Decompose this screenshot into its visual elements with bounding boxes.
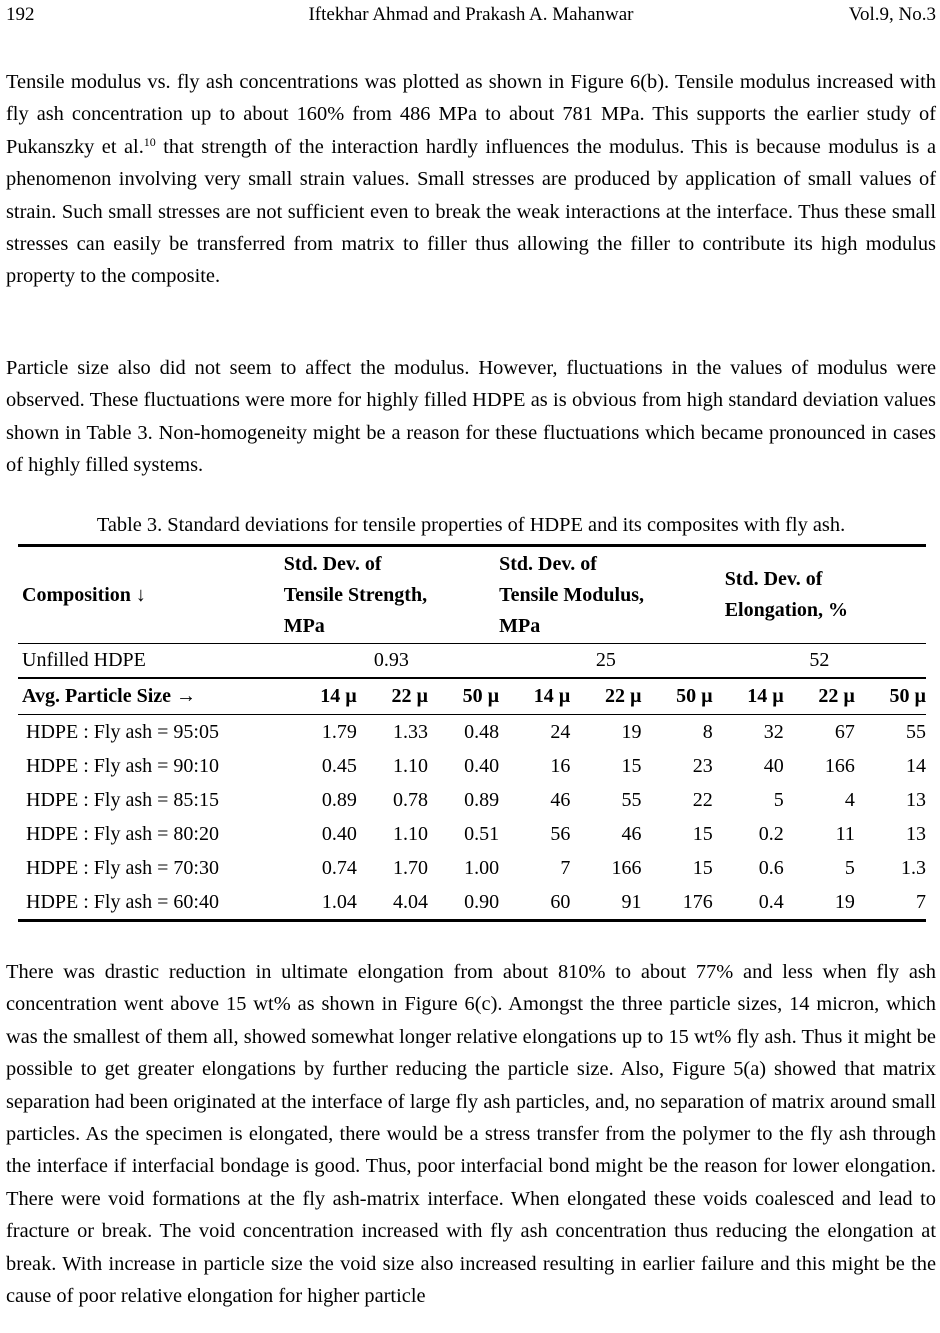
- size-cell: 50 µ: [428, 678, 499, 715]
- table-cell: 13: [906, 822, 926, 845]
- table-row: [18, 885, 926, 921]
- table-cell: 0.48: [464, 720, 500, 743]
- table-cell: 40: [763, 754, 784, 777]
- size-cell: 50 µ: [642, 678, 713, 715]
- table-cell: 46: [621, 822, 642, 845]
- header-authors: Iftekhar Ahmad and Prakash A. Mahanwar: [308, 4, 634, 25]
- table-cell: 1.10: [392, 822, 428, 845]
- table-cell: 0.6: [758, 856, 784, 879]
- table-cell: 1.3: [901, 856, 926, 879]
- paragraph-1-text-cont: that strength of the interaction hardly influences the modulus. This is because modulus is a phenomenon involving very small strain values. Small stresses are produced by application of small values of strain. Such small stresses are not sufficient even to break the weak interactions at the interface. Thus these small stresses can easily be transferred from matrix to filler thus allowing the filler to contribute its high modulus property to the composite.: [6, 135, 937, 288]
- table-row: [18, 749, 926, 783]
- unfilled-strength: 0.93: [284, 644, 499, 679]
- paragraph-tensile-modulus: [6, 66, 936, 293]
- table-cell: 19: [621, 720, 642, 743]
- table-row: [18, 851, 926, 885]
- table-cell: 8: [702, 720, 713, 743]
- table-row: [18, 715, 926, 750]
- running-header: [6, 4, 936, 26]
- table-cell: 1.33: [392, 720, 428, 743]
- table-cell: 176: [642, 885, 713, 921]
- table-cell: 16: [550, 754, 571, 777]
- table-cell: 15: [692, 856, 713, 879]
- table-cell: 0.89: [321, 788, 357, 811]
- table-cell: 5: [844, 856, 855, 879]
- table-cell: 0.74: [321, 856, 357, 879]
- size-cell: 50 µ: [855, 678, 926, 715]
- table-cell: 46: [550, 788, 571, 811]
- table-cell: 0.89: [464, 788, 500, 811]
- table-cell: 13: [906, 788, 926, 811]
- table-cell: 91: [570, 885, 641, 921]
- table-cell: 0.51: [464, 822, 500, 845]
- table-cell: 0.78: [392, 788, 428, 811]
- table-header-row: [18, 546, 926, 644]
- size-cell: 14 µ: [713, 678, 784, 715]
- table-cell: 15: [692, 822, 713, 845]
- table-body: [18, 715, 926, 921]
- table-cell: 4.04: [357, 885, 428, 921]
- page-number: 192: [6, 4, 35, 25]
- table-cell: 60: [499, 885, 570, 921]
- row-label: HDPE : Fly ash = 70:30: [26, 856, 219, 879]
- table-cell: 1.79: [321, 720, 357, 743]
- unfilled-modulus: 25: [499, 644, 713, 679]
- size-cell: 14 µ: [499, 678, 570, 715]
- row-label: Unfilled HDPE: [18, 644, 284, 679]
- row-label: HDPE : Fly ash = 90:10: [26, 754, 219, 777]
- table-cell: 0.90: [428, 885, 499, 921]
- table-cell: 0.45: [321, 754, 357, 777]
- header-composition: Composition ↓: [18, 546, 284, 644]
- header-tensile-strength: Std. Dev. of Tensile Strength, MPa: [284, 546, 499, 644]
- header-volume: Vol.9, No.3: [848, 4, 936, 25]
- table-caption: Table 3. Standard deviations for tensile properties of HDPE and its composites with fly ash.: [96, 514, 846, 536]
- table-cell: 67: [834, 720, 855, 743]
- row-label: HDPE : Fly ash = 80:20: [26, 822, 219, 845]
- table-cell: 4: [844, 788, 855, 811]
- row-label: Avg. Particle Size →: [18, 678, 284, 715]
- paragraph-1-text: Tensile modulus vs. fly ash concentrations was plotted as shown in Figure 6(b). Tensile modulus increased with fly ash concentration up to about 160% from 486 MPa to about 781 MPa. This supports the earlier study of Pukanszky et al.: [6, 71, 936, 158]
- row-label: HDPE : Fly ash = 95:05: [26, 720, 219, 743]
- table-cell: 14: [906, 754, 926, 777]
- table-cell: 19: [784, 885, 855, 921]
- size-cell: 22 µ: [357, 678, 428, 715]
- row-label: HDPE : Fly ash = 60:40: [18, 885, 284, 921]
- table-cell: 0.40: [321, 822, 357, 845]
- table-row: [18, 817, 926, 851]
- table-cell: 7: [560, 856, 571, 879]
- table-row-particle-sizes: [18, 678, 926, 715]
- table-cell: 1.00: [464, 856, 500, 879]
- table-row: [18, 783, 926, 817]
- table-cell: 55: [621, 788, 642, 811]
- table-cell: 1.04: [284, 885, 357, 921]
- table-cell: 32: [763, 720, 784, 743]
- header-elongation: Std. Dev. of Elongation, %: [713, 546, 926, 644]
- table-cell: 55: [906, 720, 926, 743]
- paragraph-elongation: There was drastic reduction in ultimate elongation from about 810% to about 77% and less when fly ash concentration went above 15 wt% as shown in Figure 6(c). Amongst the three particle sizes, 14 micron, which was the smallest of them all, showed somewhat longer relative elongations up to 15 wt% fly ash. Thus it might be possible to get greater elongations by further reducing the particle size. Also, Figure 5(a) showed that matrix separation had been originated at the interface of large fly ash particles, and, no separation of matrix around small particles. As the specimen is elongated, there would be a stress transfer from the polymer to the fly ash through the interface if interfacial bondage is good. Thus, poor interfacial bond might be the reason for lower elongation. There were void formations at the fly ash-matrix interface. When elongated these voids coalesced and lead to fracture or break. The void concentration increased with fly ash concentration thus reducing the elongation at break. With increase in particle size the void size also increased resulting in earlier failure and this might be the cause of poor relative elongation for higher particle: [6, 961, 936, 1308]
- table-cell: 22: [692, 788, 713, 811]
- size-cell: 14 µ: [284, 678, 357, 715]
- table-cell: 166: [824, 754, 855, 777]
- table-cell: 24: [550, 720, 571, 743]
- table-cell: 5: [773, 788, 784, 811]
- table-3: [18, 544, 926, 922]
- table-cell: 15: [621, 754, 642, 777]
- header-tensile-modulus: Std. Dev. of Tensile Modulus, MPa: [499, 546, 713, 644]
- table-cell: 0.4: [713, 885, 784, 921]
- paragraph-particle-size: Particle size also did not seem to affect the modulus. However, fluctuations in the values of modulus were observed. These fluctuations were more for highly filled HDPE as is obvious from high standard deviation values shown in Table 3. Non-homogeneity might be a reason for these fluctuations which became pronounced in cases of highly filled systems.: [6, 357, 936, 477]
- table-cell: 7: [855, 885, 926, 921]
- table-cell: 166: [611, 856, 642, 879]
- unfilled-elongation: 52: [713, 644, 926, 679]
- table-cell: 23: [692, 754, 713, 777]
- table-cell: 0.40: [464, 754, 500, 777]
- reference-superscript: 10: [143, 134, 156, 149]
- table-cell: 11: [835, 822, 855, 845]
- table-cell: 56: [550, 822, 571, 845]
- table-cell: 1.10: [392, 754, 428, 777]
- row-label: HDPE : Fly ash = 85:15: [26, 788, 219, 811]
- table-row-unfilled: [18, 644, 926, 679]
- size-cell: 22 µ: [570, 678, 641, 715]
- table-cell: 1.70: [392, 856, 428, 879]
- size-cell: 22 µ: [784, 678, 855, 715]
- table-cell: 0.2: [758, 822, 784, 845]
